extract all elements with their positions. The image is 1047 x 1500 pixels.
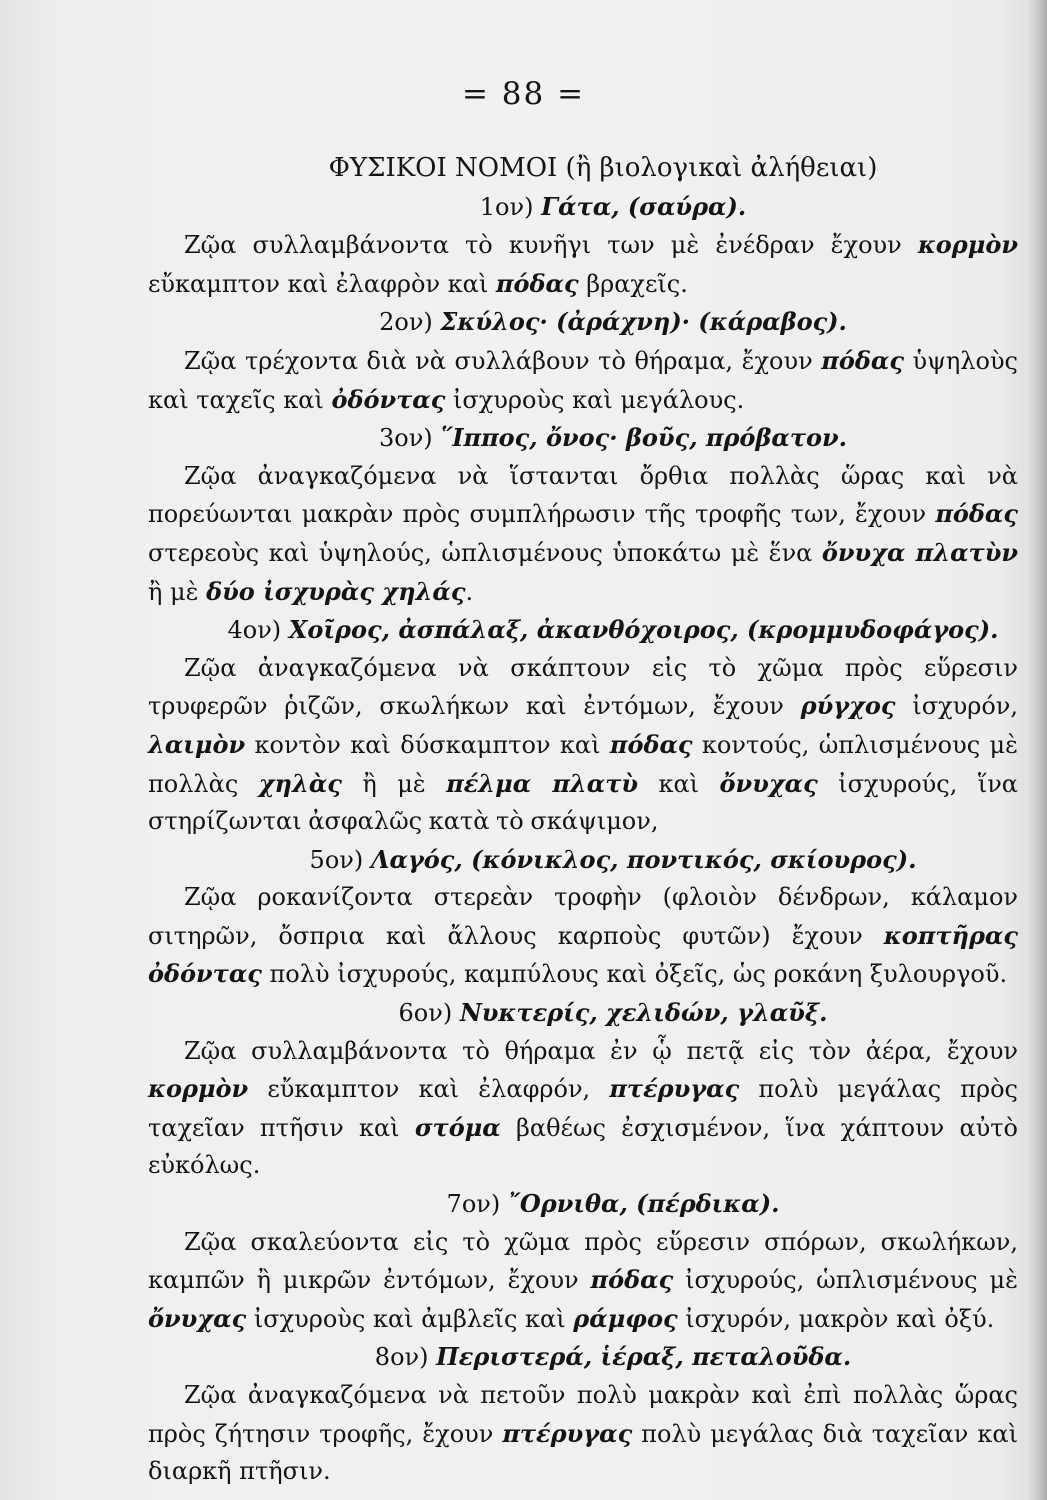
keyword: πτέρυγας: [502, 1418, 633, 1448]
section-paragraph-7: [148, 1224, 1018, 1339]
paragraph-text: Ζῷα σκαλεύοντα εἰς τὸ χῶμα πρὸς εὕρεσιν σπόρων, σκωλήκων, καμπῶν ἢ μικρῶν ἐντόμων, ἔχουν: [148, 1227, 1018, 1295]
keyword: κορμὸν: [148, 1074, 249, 1104]
section-paragraph-3: [148, 458, 1018, 611]
section-number: 2ον): [379, 308, 433, 337]
page-title: ΦΥΣΙΚΟΙ ΝΟΜΟΙ (ἢ βιολογικαὶ ἀλήθειαι): [328, 153, 878, 183]
paragraph-text: ἢ μὲ: [148, 577, 207, 606]
paragraph-text: πολὺ ἰσχυρούς, καμπύλους καὶ ὀξεῖς, ὡς ροκάνη ξυλουργοῦ.: [261, 960, 1008, 989]
section-paragraph-8: [148, 1377, 1018, 1491]
section-paragraph-5: [148, 879, 1018, 994]
section-heading-1: [208, 188, 1018, 227]
keyword: κορμὸν: [917, 230, 1018, 260]
section-paragraph-6: [148, 1033, 1018, 1185]
keyword: πόδας: [590, 1265, 674, 1295]
keyword: πόδας: [495, 268, 579, 298]
paragraph-text: εὔκαμπτον καὶ ἐλαφρὸν καὶ: [148, 269, 496, 298]
keyword: χηλὰς: [258, 768, 342, 798]
paragraph-text: Ζῷα ἀναγκαζόμενα νὰ πετοῦν πολὺ μακρὰν καὶ ἐπὶ πολλὰς ὥρας πρὸς ζήτησιν τροφῆς, ἔχουν: [148, 1381, 1018, 1448]
keyword: ὄνυχας: [148, 1303, 247, 1333]
keyword: ὀδόντας: [331, 384, 446, 414]
paragraph-text: ἰσχυρόν, μακρὸν καὶ ὀξύ.: [677, 1304, 995, 1333]
section-animals: Περιστερά, ἱέραξ, πεταλοῦδα.: [436, 1342, 852, 1372]
paragraph-text: καὶ: [638, 769, 720, 798]
section-paragraph-1: [148, 226, 1018, 303]
keyword: πόδας: [821, 345, 904, 375]
keyword: στόμα: [414, 1112, 501, 1142]
section-heading-8: [208, 1338, 1018, 1377]
section-number: 8ον): [374, 1343, 429, 1372]
paragraph-text: κοντὸν καὶ δύσκαμπτον καὶ: [245, 730, 610, 759]
section-animals: Γάτα, (σαύρα).: [541, 191, 747, 221]
paragraph-text: ὑψηλοὺς καὶ ταχεῖς καὶ: [148, 346, 1018, 414]
section-number: 6ον): [398, 999, 453, 1028]
page-number: = 88 =: [461, 76, 586, 112]
paragraph-text: ἰσχυροὺς καὶ μεγάλους.: [445, 385, 745, 414]
section-number: 1ον): [479, 192, 534, 221]
paragraph-text: πολὺ μεγάλας διὰ ταχεῖαν καὶ διαρκῆ πτῆσιν.: [148, 1419, 1018, 1486]
keyword: πτέρυγας: [609, 1074, 740, 1104]
paragraph-text: ἰσχυροὺς καὶ ἀμβλεῖς καὶ: [246, 1304, 574, 1333]
section-heading-5: [208, 841, 1018, 880]
paragraph-text: Ζῷα συλλαμβάνοντα τὸ κυνῆγι των μὲ ἐνέδραν ἔχουν: [184, 231, 918, 260]
section-heading-7: [208, 1185, 1018, 1224]
section-number: 3ον): [378, 424, 433, 453]
paragraph-text: Ζῷα ἀναγκαζόμενα νὰ ἵστανται ὄρθια πολλὰς ὥρας καὶ νὰ πορεύωνται μακρὰν πρὸς συμπλήρωσιν τῆς τροφῆς των, ἔχουν: [148, 461, 1018, 529]
section-heading-2: [208, 303, 1018, 342]
paragraph-text: .: [465, 577, 474, 606]
keyword: ὄνυχα πλατὺν: [821, 537, 1018, 567]
paragraph-text: στερεοὺς καὶ ὑψηλούς, ὡπλισμένους ὑποκάτω μὲ ἕνα: [148, 538, 822, 567]
paragraph-text: Ζῷα συλλαμβάνοντα τὸ θήραμα ἐν ᾧ πετᾷ εἰς τὸν ἀέρα, ἔχουν: [184, 1036, 1018, 1065]
paragraph-text: βαθέως ἐσχισμένον, ἵνα χάπτουν αὐτὸ εὐκόλως.: [148, 1113, 1018, 1180]
paragraph-text: εὔκαμπτον καὶ ἐλαφρόν,: [248, 1075, 610, 1104]
keyword: ρύγχος: [800, 691, 896, 721]
section-number: 4ον): [227, 616, 282, 645]
section-number: 5ον): [309, 845, 364, 874]
section-animals: Χοῖρος, ἀσπάλαξ, ἀκανθόχοιρος, (κρομμυδοφάγος).: [288, 615, 999, 645]
section-animals: Νυκτερίς, χελιδών, γλαῦξ.: [459, 998, 828, 1028]
paragraph-text: Ζῷα τρέχοντα διὰ νὰ συλλάβουν τὸ θήραμα, ἔχουν: [184, 346, 822, 375]
section-number: 7ον): [446, 1190, 501, 1219]
paragraph-text: κοντούς, ὡπλισμένους μὲ πολλὰς: [148, 730, 1018, 798]
section-heading-4: [208, 611, 1018, 650]
paragraph-text: Ζῷα ροκανίζοντα στερεὰν τροφὴν (φλοιὸν δένδρων, κάλαμον σιτηρῶν, ὄσπρια καὶ ἄλλους καρποὺς φυτῶν) ἔχουν: [148, 883, 1018, 950]
section-animals: ῎Ορνιθα, (πέρδικα).: [507, 1189, 780, 1219]
section-paragraph-2: [148, 342, 1018, 419]
section-animals: ῞Ιππος, ὄνος· βοῦς, πρόβατον.: [440, 423, 848, 453]
keyword: ὄνυχας: [719, 768, 818, 798]
keyword: πόδας: [935, 499, 1018, 529]
section-paragraph-4: [148, 650, 1018, 841]
paragraph-text: πολὺ μεγάλας πρὸς ταχεῖαν πτῆσιν καὶ: [148, 1075, 1019, 1142]
keyword: πέλμα πλατὺ: [446, 768, 639, 798]
paragraph-text: βραχεῖς.: [578, 269, 688, 298]
keyword: ράμφος: [573, 1303, 678, 1333]
paragraph-text: ἢ μὲ: [341, 769, 447, 798]
paragraph-text: ἰσχυρούς, ὡπλισμένους μὲ: [673, 1266, 1018, 1295]
keyword: κοπτῆρας ὀδόντας: [148, 920, 1018, 989]
paragraph-text: Ζῷα ἀναγκαζόμενα νὰ σκάπτουν εἰς τὸ χῶμα πρὸς εὕρεσιν τρυφερῶν ῥιζῶν, σκωλήκων καὶ ἐντόμων, ἔχουν: [148, 653, 1018, 721]
book-spine-shadow: [1025, 0, 1047, 1500]
section-animals: Λαγός, (κόνικλος, ποντικός, σκίουρος).: [370, 844, 917, 874]
paragraph-text: ἰσχυρόν,: [895, 692, 1018, 721]
page-text: [148, 150, 1018, 1491]
section-heading-6: [208, 994, 1018, 1033]
paragraph-text: ἰσχυρούς, ἵνα στηρίζωνται ἀσφαλῶς κατὰ τὸ σκάψιμον,: [148, 769, 1018, 836]
keyword: δύο ἰσχυρὰς χηλάς: [206, 576, 466, 606]
keyword: πόδας: [609, 729, 693, 759]
section-heading-3: [208, 419, 1018, 458]
keyword: λαιμὸν: [148, 729, 246, 759]
section-animals: Σκύλος· (ἀράχνη)· (κάραβος).: [440, 307, 847, 337]
